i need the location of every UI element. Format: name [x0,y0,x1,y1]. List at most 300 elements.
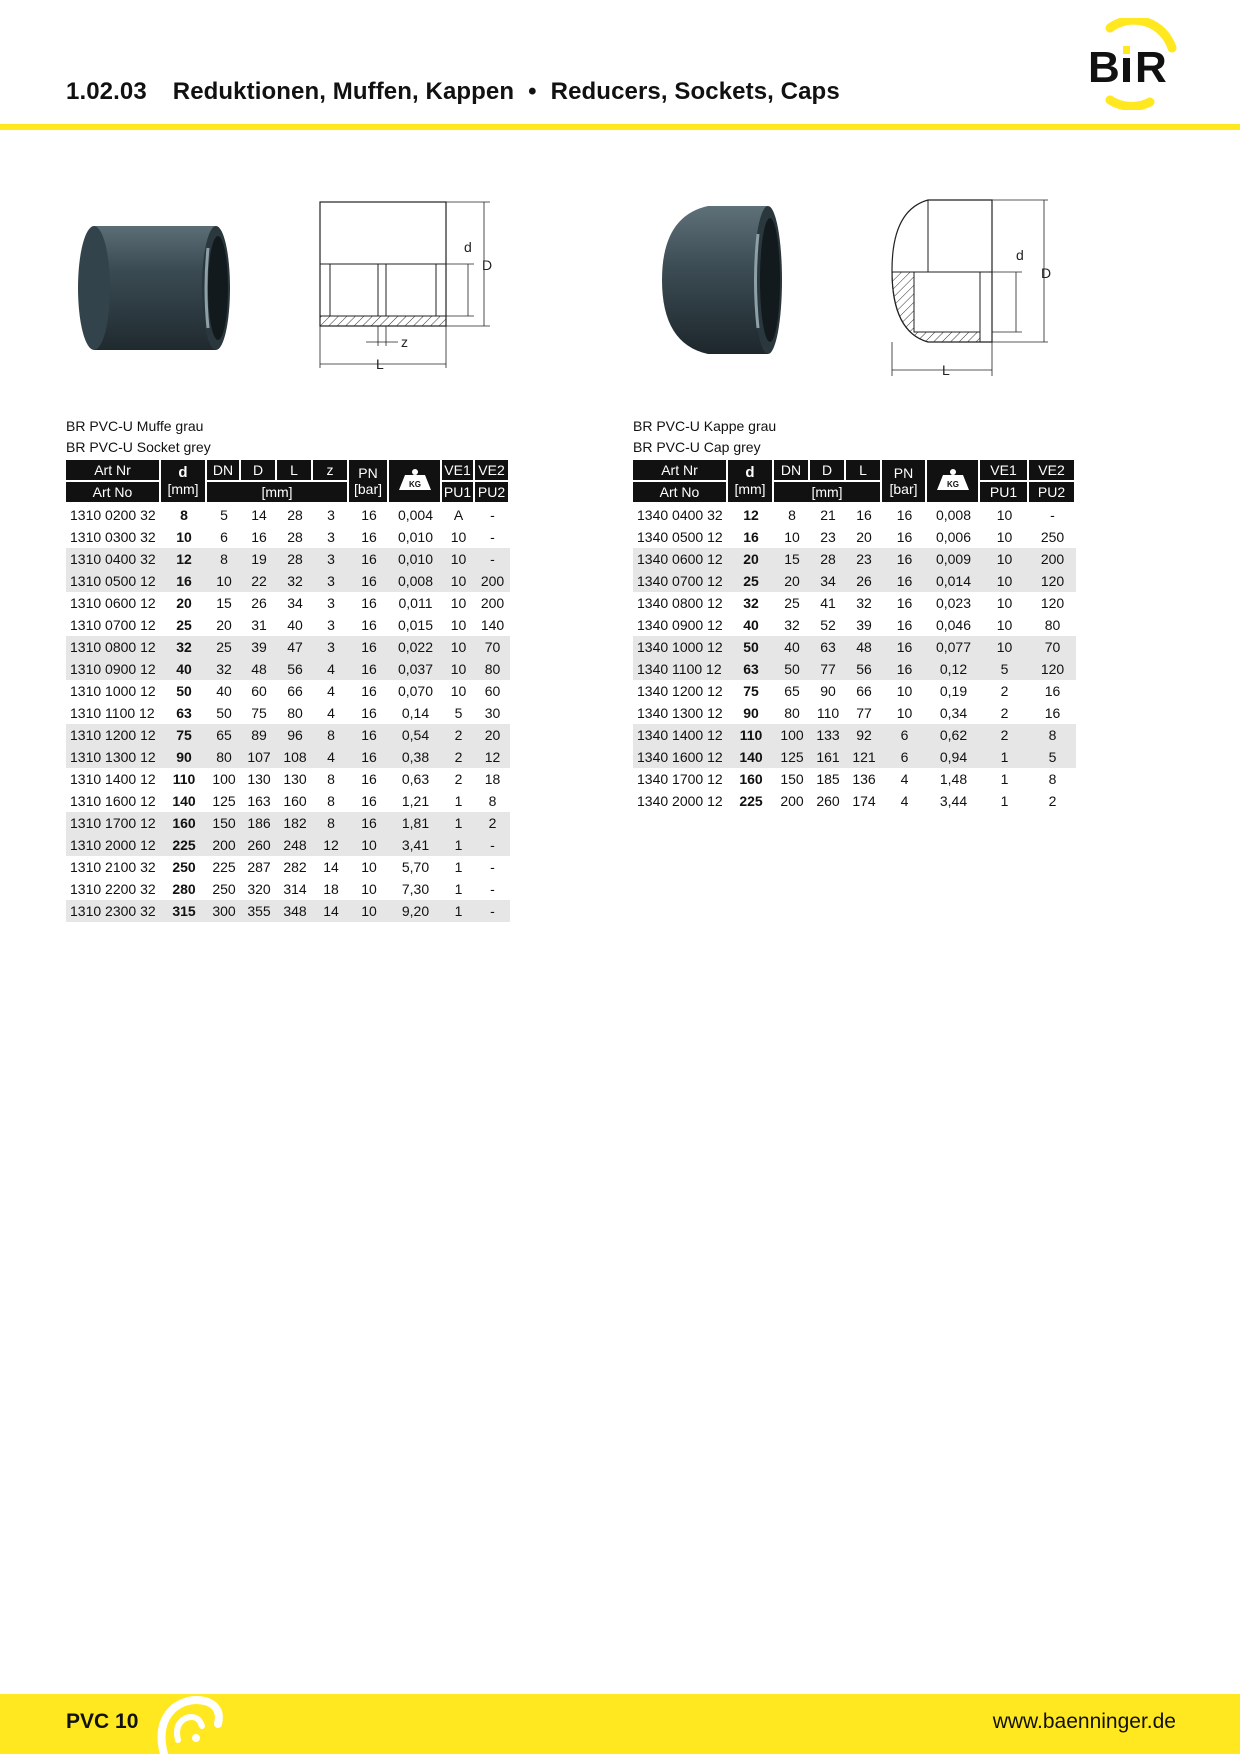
table-cell: 75 [251,705,267,721]
socket-caption [66,416,211,458]
table-cell: 16 [349,658,389,680]
article-number-cell: 1310 0500 12 [66,570,161,592]
col-ve1: VE1 [980,460,1029,482]
cap-caption-english: BR PVC-U Cap grey [633,439,761,455]
table-cell: 10 [996,595,1013,611]
table-cell: 2 [1000,683,1009,699]
table-cell: 20 [774,570,810,592]
col-art-nr: Art Nr [633,460,728,482]
col-L: L [846,460,882,482]
table-cell: 8 [1029,724,1076,746]
table-cell: 16 [882,636,927,658]
table-cell: - [490,529,495,545]
table-cell: 150 [207,812,241,834]
table-cell: 10 [450,617,467,633]
article-number-cell: 1310 1300 12 [66,746,161,768]
table-cell: 2 [1000,705,1009,721]
table-cell: 16 [349,636,389,658]
table-cell: 1,21 [401,793,430,809]
diameter-cell: 140 [172,793,196,809]
table-cell: 1 [442,900,475,922]
table-cell: 34 [810,570,846,592]
table-cell: 5 [980,658,1029,680]
weight-kg-icon [395,468,435,492]
table-cell: 16 [361,507,377,523]
diameter-cell: 40 [743,617,759,633]
table-row [66,636,510,658]
table-cell: - [475,834,510,856]
table-cell: 1 [980,746,1029,768]
table-cell: 200 [480,595,505,611]
section-number: 1.02.03 [66,78,147,105]
table-cell: 15 [774,548,810,570]
col-mm-unit: [mm] [207,482,349,504]
table-cell: 6 [220,529,228,545]
cap-label-d: d [1016,247,1024,263]
table-cell: 80 [475,658,510,680]
table-cell: 0,19 [939,683,968,699]
table-cell: 10 [996,529,1013,545]
table-row [66,746,510,768]
table-cell: 0,010 [389,548,442,570]
diameter-cell: 110 [728,724,774,746]
table-cell: 140 [480,617,505,633]
table-cell: 80 [1044,617,1061,633]
table-cell: 8 [313,812,349,834]
table-row [66,658,510,680]
table-cell: 250 [1040,529,1065,545]
article-number-cell: 1340 2000 12 [637,793,723,809]
table-cell: 60 [251,683,267,699]
table-cell: 0,009 [927,548,980,570]
table-cell: 66 [287,683,303,699]
table-cell: 2 [442,746,475,768]
table-cell: 16 [896,529,913,545]
diameter-cell: 50 [728,636,774,658]
table-cell: 0,022 [389,636,442,658]
table-cell: 260 [241,834,277,856]
table-cell: 16 [896,507,913,523]
article-number-cell: 1310 2200 32 [70,881,156,897]
table-cell: 16 [349,812,389,834]
diameter-cell: 225 [739,793,763,809]
table-cell: A [453,507,464,523]
table-row [66,900,510,922]
table-cell: 4 [900,793,909,809]
br-logo-icon [1080,18,1180,110]
table-cell: 26 [846,570,882,592]
cap-caption [633,416,776,458]
col-pu2: PU2 [1029,482,1076,504]
table-row [633,790,1076,812]
table-cell: 100 [212,771,236,787]
table-cell: 130 [247,771,271,787]
diameter-cell: 75 [161,724,207,746]
socket-caption-german: BR PVC-U Muffe grau [66,418,204,434]
table-cell: 2 [980,724,1029,746]
table-cell: 1 [454,859,463,875]
table-cell: 2 [475,812,510,834]
page-label: PVC 10 [66,1710,139,1733]
cap-photo [660,204,786,356]
table-cell: 32 [207,658,241,680]
table-cell: 0,34 [939,705,968,721]
table-cell: 30 [484,705,501,721]
col-art-no: Art No [633,482,728,504]
table-cell: 92 [846,724,882,746]
table-cell: 287 [247,859,271,875]
cap-drawing [884,196,1060,382]
table-row [66,570,510,592]
diameter-cell: 315 [161,900,207,922]
table-cell: 200 [207,834,241,856]
article-number-cell: 1340 1100 12 [633,658,728,680]
table-cell: - [490,859,495,875]
table-cell: 10 [442,570,475,592]
col-weight [927,460,980,504]
table-cell: 20 [216,617,232,633]
weight-kg-icon [933,468,973,492]
article-number-cell: 1310 0600 12 [70,595,156,611]
table-cell: 19 [241,548,277,570]
table-cell: 0,008 [389,570,442,592]
table-cell: 18 [323,881,339,897]
table-cell: 120 [1029,570,1076,592]
table-cell: 0,023 [935,595,972,611]
table-cell: 136 [852,771,876,787]
col-d: d [mm] [161,460,207,504]
table-cell: 10 [784,529,800,545]
cap-table [633,460,1076,812]
table-row [633,768,1076,790]
table-cell: 16 [349,746,389,768]
table-cell: 4 [313,746,349,768]
table-row [66,812,510,834]
table-cell: 186 [241,812,277,834]
table-cell: 10 [996,507,1013,523]
table-cell: 10 [450,595,467,611]
article-number-cell: 1310 1700 12 [66,812,161,834]
diameter-cell: 40 [161,658,207,680]
table-cell: 40 [287,617,303,633]
table-cell: 16 [856,507,872,523]
table-cell: 0,077 [927,636,980,658]
table-cell: 16 [1044,683,1061,699]
col-pn: PN [bar] [882,460,927,504]
table-cell: 16 [361,595,377,611]
table-cell: 8 [788,507,796,523]
table-cell: 63 [810,636,846,658]
table-cell: 16 [361,771,377,787]
table-cell: 90 [820,683,836,699]
diameter-cell: 20 [176,595,192,611]
table-cell: 355 [241,900,277,922]
table-cell: 0,38 [389,746,442,768]
table-cell: 0,008 [935,507,972,523]
diameter-cell: 90 [161,746,207,768]
table-cell: 32 [277,570,313,592]
table-cell: 6 [882,746,927,768]
table-cell: 161 [810,746,846,768]
svg-text:KG: KG [946,479,959,489]
table-cell: 65 [207,724,241,746]
table-cell: 2 [454,771,463,787]
website-link[interactable]: www.baenninger.de [992,1710,1176,1733]
table-cell: 10 [442,548,475,570]
table-cell: 2 [442,724,475,746]
col-dn: DN [207,460,241,482]
article-number-cell: 1340 1700 12 [637,771,723,787]
svg-text:KG: KG [408,479,421,489]
table-cell: 80 [287,705,303,721]
col-ve2: VE2 [1029,460,1076,482]
table-cell: 8 [327,793,335,809]
table-cell: 16 [361,705,377,721]
table-cell: 70 [1029,636,1076,658]
diameter-cell: 32 [161,636,207,658]
table-cell: 16 [361,683,377,699]
article-number-cell: 1340 1000 12 [633,636,728,658]
table-cell: 348 [277,900,313,922]
col-z: z [313,460,349,482]
table-row [66,614,510,636]
article-number-cell: 1340 1600 12 [633,746,728,768]
table-cell: 50 [216,705,232,721]
col-d: d [mm] [728,460,774,504]
diameter-cell: 63 [176,705,192,721]
table-row [66,724,510,746]
table-cell: 3 [327,617,335,633]
table-cell: 314 [283,881,307,897]
col-D: D [241,460,277,482]
table-cell: 16 [361,793,377,809]
table-cell: 16 [349,570,389,592]
article-number-cell: 1340 1300 12 [637,705,723,721]
table-cell: 1 [1000,793,1009,809]
table-row [633,680,1076,702]
header-rule [0,124,1240,130]
diameter-cell: 32 [743,595,759,611]
table-cell: 52 [820,617,836,633]
table-row [66,592,510,614]
diameter-cell: 90 [743,705,759,721]
article-number-cell: 1340 1200 12 [637,683,723,699]
table-row [66,790,510,812]
table-cell: 89 [241,724,277,746]
table-cell: 1 [454,881,463,897]
diameter-cell: 63 [728,658,774,680]
table-cell: 3 [313,548,349,570]
table-cell: 6 [882,724,927,746]
table-cell: 16 [361,617,377,633]
socket-drawing [314,196,494,376]
article-number-cell: 1310 1600 12 [70,793,156,809]
table-cell: 32 [784,617,800,633]
table-cell: 16 [361,529,377,545]
table-cell: 77 [810,658,846,680]
col-pu1: PU1 [442,482,475,504]
table-cell: 110 [816,705,840,721]
table-cell: 10 [980,548,1029,570]
col-pu2: PU2 [475,482,510,504]
diameter-cell: 110 [172,771,196,787]
table-cell: 10 [349,900,389,922]
table-cell: 70 [475,636,510,658]
table-row [633,658,1076,680]
table-cell: 47 [277,636,313,658]
table-cell: 0,011 [398,595,433,611]
article-number-cell: 1340 0800 12 [637,595,723,611]
table-cell: 60 [484,683,501,699]
table-cell: 0,12 [927,658,980,680]
article-number-cell: 1310 0700 12 [70,617,156,633]
diameter-cell: 8 [180,507,188,523]
table-row [66,878,510,900]
socket-label-d: d [464,239,472,255]
table-cell: 25 [207,636,241,658]
col-dn: DN [774,460,810,482]
table-cell: 1,81 [389,812,442,834]
table-cell: 8 [313,724,349,746]
table-row [633,504,1076,526]
diameter-cell: 225 [161,834,207,856]
table-cell: 185 [816,771,840,787]
table-cell: 0,62 [927,724,980,746]
table-cell: 16 [882,658,927,680]
title-german: Reduktionen, Muffen, Kappen [172,78,515,105]
article-number-cell: 1310 1100 12 [70,705,155,721]
table-cell: 248 [277,834,313,856]
table-cell: 10 [450,683,467,699]
table-cell: 0,006 [935,529,972,545]
page-title [66,78,840,106]
article-number-cell: 1340 0500 12 [637,529,723,545]
table-cell: 48 [241,658,277,680]
table-cell: 21 [820,507,836,523]
table-row [66,768,510,790]
table-cell: 18 [484,771,501,787]
table-cell: 10 [450,529,467,545]
table-cell: 8 [327,771,335,787]
diameter-cell: 280 [172,881,196,897]
table-cell: 130 [283,771,307,787]
article-number-cell: 1340 0900 12 [637,617,723,633]
brand-swirl-icon [156,1694,226,1754]
article-number-cell: 1310 0200 32 [70,507,156,523]
table-cell: 0,014 [927,570,980,592]
table-cell: 4 [900,771,909,787]
table-cell: 0,63 [401,771,430,787]
table-cell: 28 [810,548,846,570]
article-number-cell: 1310 2000 12 [66,834,161,856]
table-cell: 3 [327,595,335,611]
table-cell: 66 [856,683,872,699]
col-art-no: Art No [66,482,161,504]
table-cell: 22 [241,570,277,592]
table-cell: 23 [846,548,882,570]
table-cell: 23 [820,529,836,545]
table-cell: 80 [207,746,241,768]
table-cell: 5 [1029,746,1076,768]
table-cell: 5,70 [401,859,430,875]
table-cell: 3 [313,570,349,592]
table-row [633,724,1076,746]
table-cell: 225 [212,859,236,875]
diameter-cell: 25 [728,570,774,592]
table-cell: 10 [442,636,475,658]
table-row [66,526,510,548]
col-L: L [277,460,313,482]
article-number-cell: 1310 2100 32 [70,859,156,875]
table-cell: 0,037 [389,658,442,680]
diameter-cell: 75 [743,683,759,699]
table-cell: 0,015 [397,617,434,633]
article-number-cell: 1310 0400 32 [66,548,161,570]
table-cell: 12 [313,834,349,856]
table-row [66,834,510,856]
table-cell: 20 [475,724,510,746]
col-mm-unit: [mm] [774,482,882,504]
article-number-cell: 1310 1000 12 [70,683,156,699]
table-cell: 1 [1000,771,1009,787]
col-ve1: VE1 [442,460,475,482]
article-number-cell: 1310 0900 12 [66,658,161,680]
table-cell: 16 [1044,705,1061,721]
table-cell: 0,046 [935,617,972,633]
table-cell: 108 [277,746,313,768]
socket-caption-english: BR PVC-U Socket grey [66,439,211,455]
table-cell: 40 [216,683,232,699]
col-pu1: PU1 [980,482,1029,504]
table-cell: 31 [251,617,267,633]
col-weight [389,460,442,504]
table-row [633,702,1076,724]
table-cell: 34 [287,595,303,611]
diameter-cell: 160 [739,771,763,787]
table-cell: 8 [488,793,497,809]
article-number-cell: 1340 0400 32 [637,507,723,523]
table-cell: 28 [287,507,303,523]
table-cell: 10 [361,881,377,897]
table-cell: 150 [780,771,804,787]
table-cell: 4 [327,705,335,721]
socket-label-D: D [482,257,493,273]
col-pn: PN [bar] [349,460,389,504]
table-cell: 320 [247,881,271,897]
table-row [633,614,1076,636]
table-row [633,548,1076,570]
table-cell: 56 [846,658,882,680]
article-number-cell: 1310 2300 32 [66,900,161,922]
table-cell: 7,30 [401,881,430,897]
table-cell: 14 [313,900,349,922]
table-cell: 125 [212,793,236,809]
table-cell: 0,010 [397,529,434,545]
table-cell: 0,14 [401,705,430,721]
table-cell: 250 [212,881,236,897]
table-cell: 16 [896,595,913,611]
diameter-cell: 16 [743,529,759,545]
diameter-cell: 160 [161,812,207,834]
table-cell: - [490,881,495,897]
table-cell: 14 [251,507,267,523]
socket-photo [76,222,234,354]
table-cell: 10 [442,658,475,680]
table-cell: 4 [313,658,349,680]
table-cell: 41 [820,595,836,611]
table-cell: - [475,900,510,922]
article-number-cell: 1310 0800 12 [66,636,161,658]
